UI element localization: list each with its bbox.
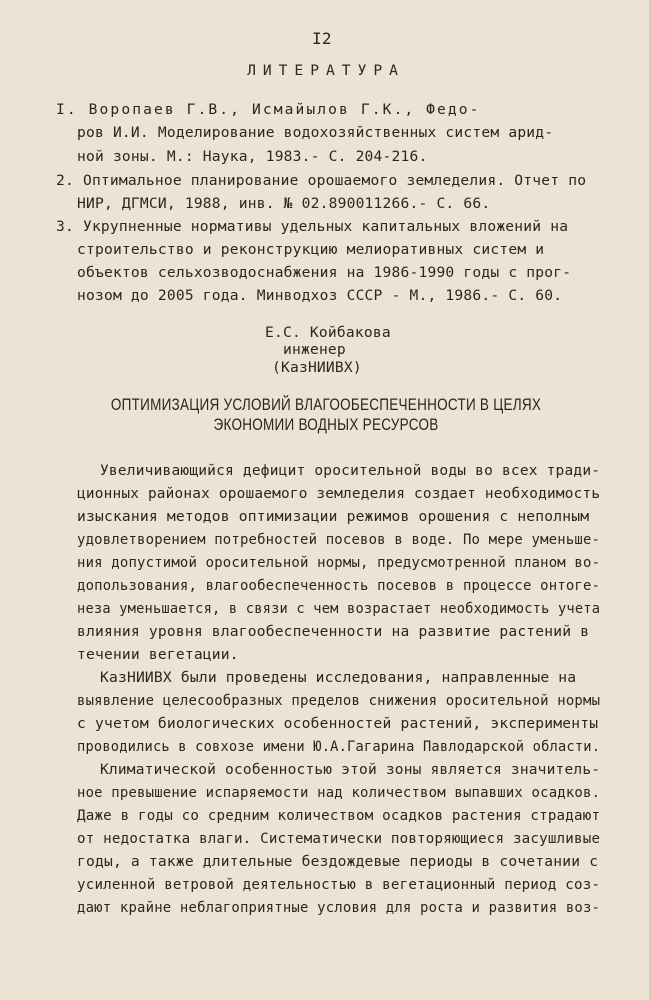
body-line-5: ния допустимой оросительной нормы, предусмотренной планом во-: [77, 554, 601, 571]
body-line-9: течении вегетации.: [77, 646, 239, 663]
ref-3-line-2: строительство и реконструкцию мелиоративных систем и: [77, 241, 545, 258]
body-line-11: выявление целесообразных пределов снижения оросительной нормы: [77, 692, 601, 709]
ref-2-line-1: 2. Оптимальное планирование орошаемого земледелия. Отчет по: [56, 172, 587, 189]
body-line-15: ное превышение испаряемости над количеством выпавших осадков.: [77, 784, 601, 801]
body-line-16: Даже в годы со средним количеством осадков растения страдают: [77, 807, 601, 824]
body-line-4: удовлетворением потребностей посевов в воде. По мере уменьше-: [77, 531, 601, 548]
body-line-17: от недостатка влаги. Систематически повторяющиеся засушливые: [77, 830, 601, 847]
ref-2-line-2: НИР, ДГМСИ, 1988, инв. № 02.890011266.- С. 66.: [77, 195, 491, 212]
body-line-18: годы, а также длительные бездождевые периоды в сочетании с: [77, 853, 599, 870]
article-title-line-2: ЭКОНОМИИ ВОДНЫХ РЕСУРСОВ: [213, 416, 439, 434]
body-line-2: ционных районах орошаемого земледелия создает необходимость: [77, 485, 601, 502]
ref-1-line-3: ной зоны. М.: Наука, 1983.- С. 204-216.: [77, 148, 428, 165]
body-line-7: неза уменьшается, в связи с чем возрастает необходимость учета: [77, 600, 601, 617]
article-title-line-1: ОПТИМИЗАЦИЯ УСЛОВИЙ ВЛАГООБЕСПЕЧЕННОСТИ В ЦЕЛЯХ: [110, 396, 542, 414]
author-position: инженер: [283, 341, 346, 358]
body-line-10: КазНИИВХ были проведены исследования, направленные на: [100, 669, 577, 686]
author-organization: (КазНИИВХ): [272, 359, 362, 376]
body-line-3: изыскания методов оптимизации режимов орошения с неполным: [77, 508, 590, 525]
body-line-13: проводились в совхозе имени Ю.А.Гагарина Павлодарской области.: [77, 738, 601, 755]
body-line-1: Увеличивающийся дефицит оросительной воды во всех тради-: [100, 462, 601, 479]
author-name: Е.С. Койбакова: [265, 324, 391, 341]
ref-1-line-2: ров И.И. Моделирование водохозяйственных систем арид-: [77, 124, 554, 141]
literature-heading: ЛИТЕРАТУРА: [247, 62, 405, 79]
ref-1-line-1: I. Воропаев Г.В., Исмайылов Г.К., Федо-: [56, 101, 481, 118]
body-line-8: влияния уровня влагообеспеченности на развитие растений в: [77, 623, 590, 640]
ref-3-line-4: нозом до 2005 года. Минводхоз СССР - М., 1986.- С. 60.: [77, 287, 563, 304]
body-line-6: допользования, влагообеспеченность посевов в процессе онтоге-: [77, 577, 601, 594]
body-line-14: Климатической особенностью этой зоны является значитель-: [100, 761, 601, 778]
body-line-20: дают крайне неблагоприятные условия для роста и развития воз-: [77, 899, 601, 916]
body-line-12: с учетом биологических особенностей растений, эксперименты: [77, 715, 599, 732]
ref-3-line-1: 3. Укрупненные нормативы удельных капитальных вложений на: [56, 218, 569, 235]
page-number: I2: [312, 29, 332, 48]
ref-3-line-3: объектов сельхозводоснабжения на 1986-1990 годы с прог-: [77, 264, 572, 281]
body-line-19: усиленной ветровой деятельностью в вегетационный период соз-: [77, 876, 601, 893]
